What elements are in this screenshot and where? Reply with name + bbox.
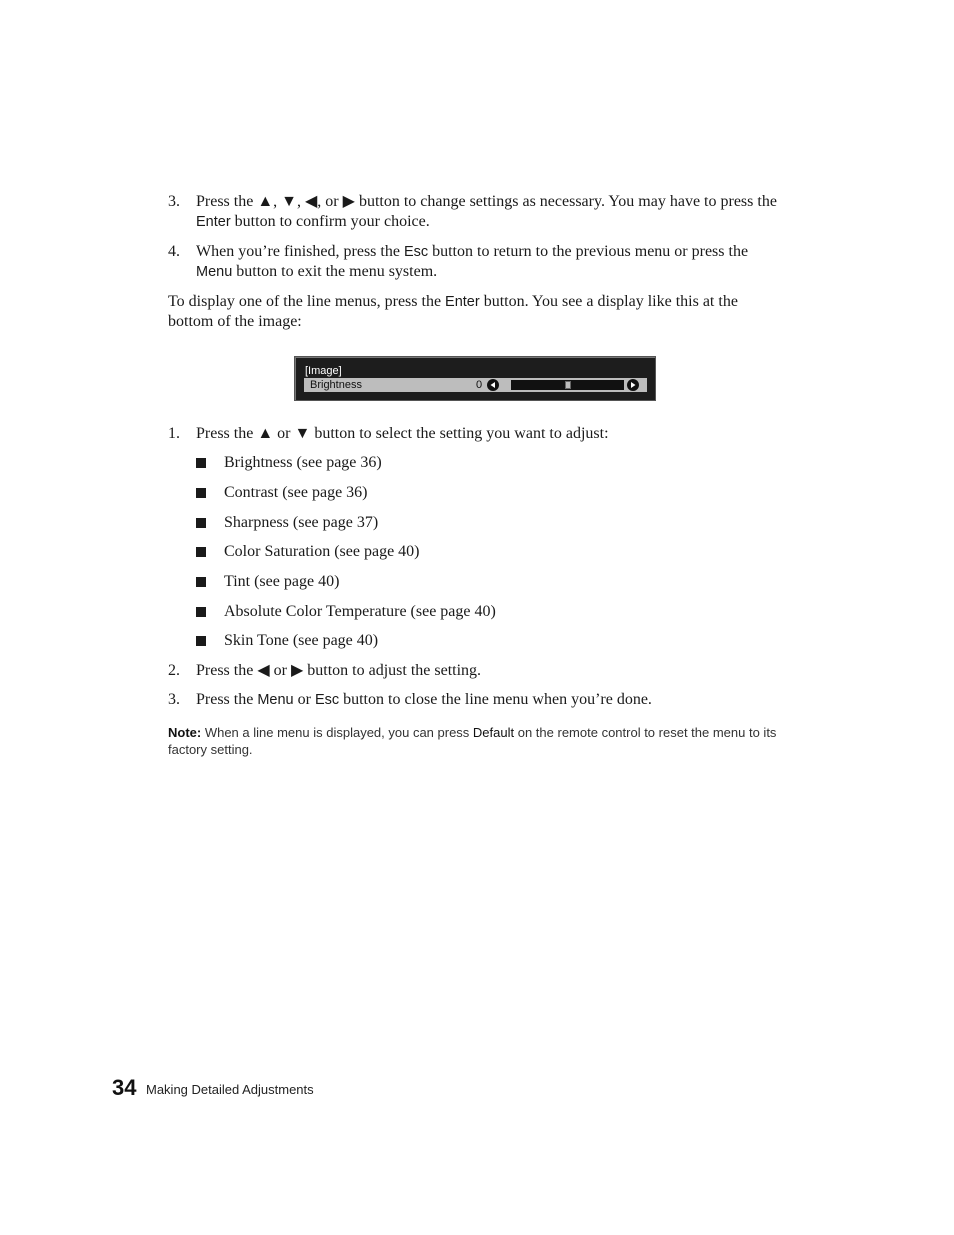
bullet-icon [196, 577, 206, 587]
bullet-icon [196, 458, 206, 468]
bullet-icon [196, 488, 206, 498]
bullet-icon [196, 547, 206, 557]
note-text: When a line menu is displayed, you can press [201, 725, 473, 740]
bullet-icon [196, 518, 206, 528]
line-menu-title: [Image] [305, 365, 342, 377]
note-label: Note: [168, 725, 202, 740]
enter-keyword: Enter [196, 214, 231, 230]
step-text-end: button to confirm your choice. [230, 213, 430, 230]
step-text-mid: or [293, 691, 315, 708]
step-text: Press the ▲, ▼, ◀, or ▶ button to change settings as necessary. You may have to press the [196, 193, 777, 210]
step-number: 1. [168, 425, 180, 442]
note-text-end: on the remote control to reset the menu to its factory setting. [168, 725, 777, 757]
page-number: 34 [112, 1075, 137, 1100]
step-number: 4. [168, 243, 180, 260]
step-number: 2. [168, 662, 180, 679]
step-text-end: button to exit the menu system. [232, 263, 438, 280]
line-menu-slider-track [511, 380, 624, 390]
section-title: Making Detailed Adjustments [146, 1082, 314, 1097]
bullet-text: Brightness (see page 36) [224, 454, 382, 471]
line-menu-setting-value: 0 [476, 379, 483, 391]
right-arrow-icon [627, 379, 639, 391]
bullet-icon [196, 636, 206, 646]
esc-keyword: Esc [314, 692, 340, 708]
step-text: When you’re finished, press the [196, 243, 404, 260]
bullet-text: Tint (see page 40) [224, 573, 340, 590]
step-text-end: button to close the line menu when you’re done. [339, 691, 652, 708]
default-keyword: Default [472, 725, 515, 740]
line-menu-setting-label: Brightness [310, 379, 362, 391]
menu-keyword: Menu [257, 692, 294, 708]
line-menu-row [304, 378, 647, 392]
esc-keyword: Esc [403, 244, 429, 260]
intro-text-end: bottom of the image: [168, 313, 302, 330]
menu-keyword: Menu [196, 264, 233, 280]
intro-paragraph [168, 292, 788, 332]
step-number: 3. [168, 691, 180, 708]
bullet-text: Skin Tone (see page 40) [224, 632, 379, 649]
step-number: 3. [168, 193, 180, 210]
enter-keyword: Enter [445, 294, 480, 310]
bullet-text: Absolute Color Temperature (see page 40) [224, 603, 496, 620]
line-menu-slider-knob [565, 381, 571, 389]
step-text: Press the [196, 691, 258, 708]
step-text: Press the ◀ or ▶ button to adjust the setting. [196, 662, 482, 679]
bullet-text: Sharpness (see page 37) [224, 514, 379, 531]
intro-text: To display one of the line menus, press the [168, 293, 446, 310]
step-text: Press the ▲ or ▼ button to select the setting you want to adjust: [196, 425, 609, 442]
bullet-text: Color Saturation (see page 40) [224, 543, 420, 560]
line-menu-screenshot [294, 356, 656, 401]
intro-text-cont: button. You see a display like this at the [479, 293, 738, 310]
bullet-text: Contrast (see page 36) [224, 484, 368, 501]
step-text-mid: button to return to the previous menu or press the [428, 243, 749, 260]
bullet-icon [196, 607, 206, 617]
note-paragraph [168, 724, 778, 758]
left-arrow-icon [487, 379, 499, 391]
